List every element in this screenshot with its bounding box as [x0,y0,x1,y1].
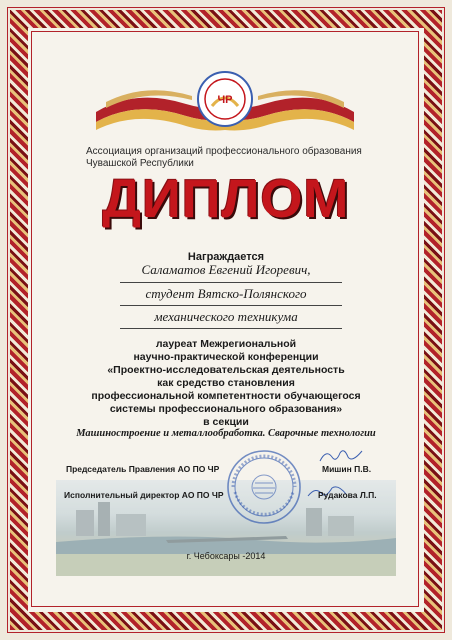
city-date: г. Чебоксары -2014 [186,551,266,561]
body-line-5: профессиональной компетентности обучающегося [91,390,361,402]
name-underline [120,282,342,283]
signature-1 [318,447,364,465]
body-line-7: в секции [203,416,249,428]
recipient-line-2: студент Вятско-Полянского [145,286,307,301]
recipient-name: Саламатов Евгений Игоревич, [141,262,311,277]
body-line-2: научно-практической конференции [133,351,319,363]
signatory-2-name: Рудакова Л.П. [318,490,377,500]
official-stamp [225,448,303,526]
association-name [86,146,386,170]
body-line-6: системы профессионального образования» [109,403,343,415]
diploma-title: ДИПЛОМ [102,169,350,229]
signatory-1-name: Мишин П.В. [322,464,372,474]
emblem-text: ЧР [217,94,233,106]
body-line-3: «Проектно-исследовательская деятельность [107,364,345,376]
body-line-4: как средство становления [157,377,295,389]
award-label: Награждается [187,251,265,263]
section-name: Машиностроение и металлообработка. Сварочные технологии [76,428,376,439]
association-line-1: Ассоциация организаций профессионального образования [86,146,362,157]
line3-underline [120,328,342,329]
signatory-1-title: Председатель Правления АО ПО ЧР [66,464,220,474]
association-emblem [196,70,254,128]
recipient-line-3: механического техникума [154,309,298,324]
association-line-2: Чувашской Республики [86,158,194,169]
body-line-1: лауреат Межрегиональной [155,338,297,350]
signatory-2-title: Исполнительный директор АО ПО ЧР [64,490,224,500]
line2-underline [120,305,342,306]
